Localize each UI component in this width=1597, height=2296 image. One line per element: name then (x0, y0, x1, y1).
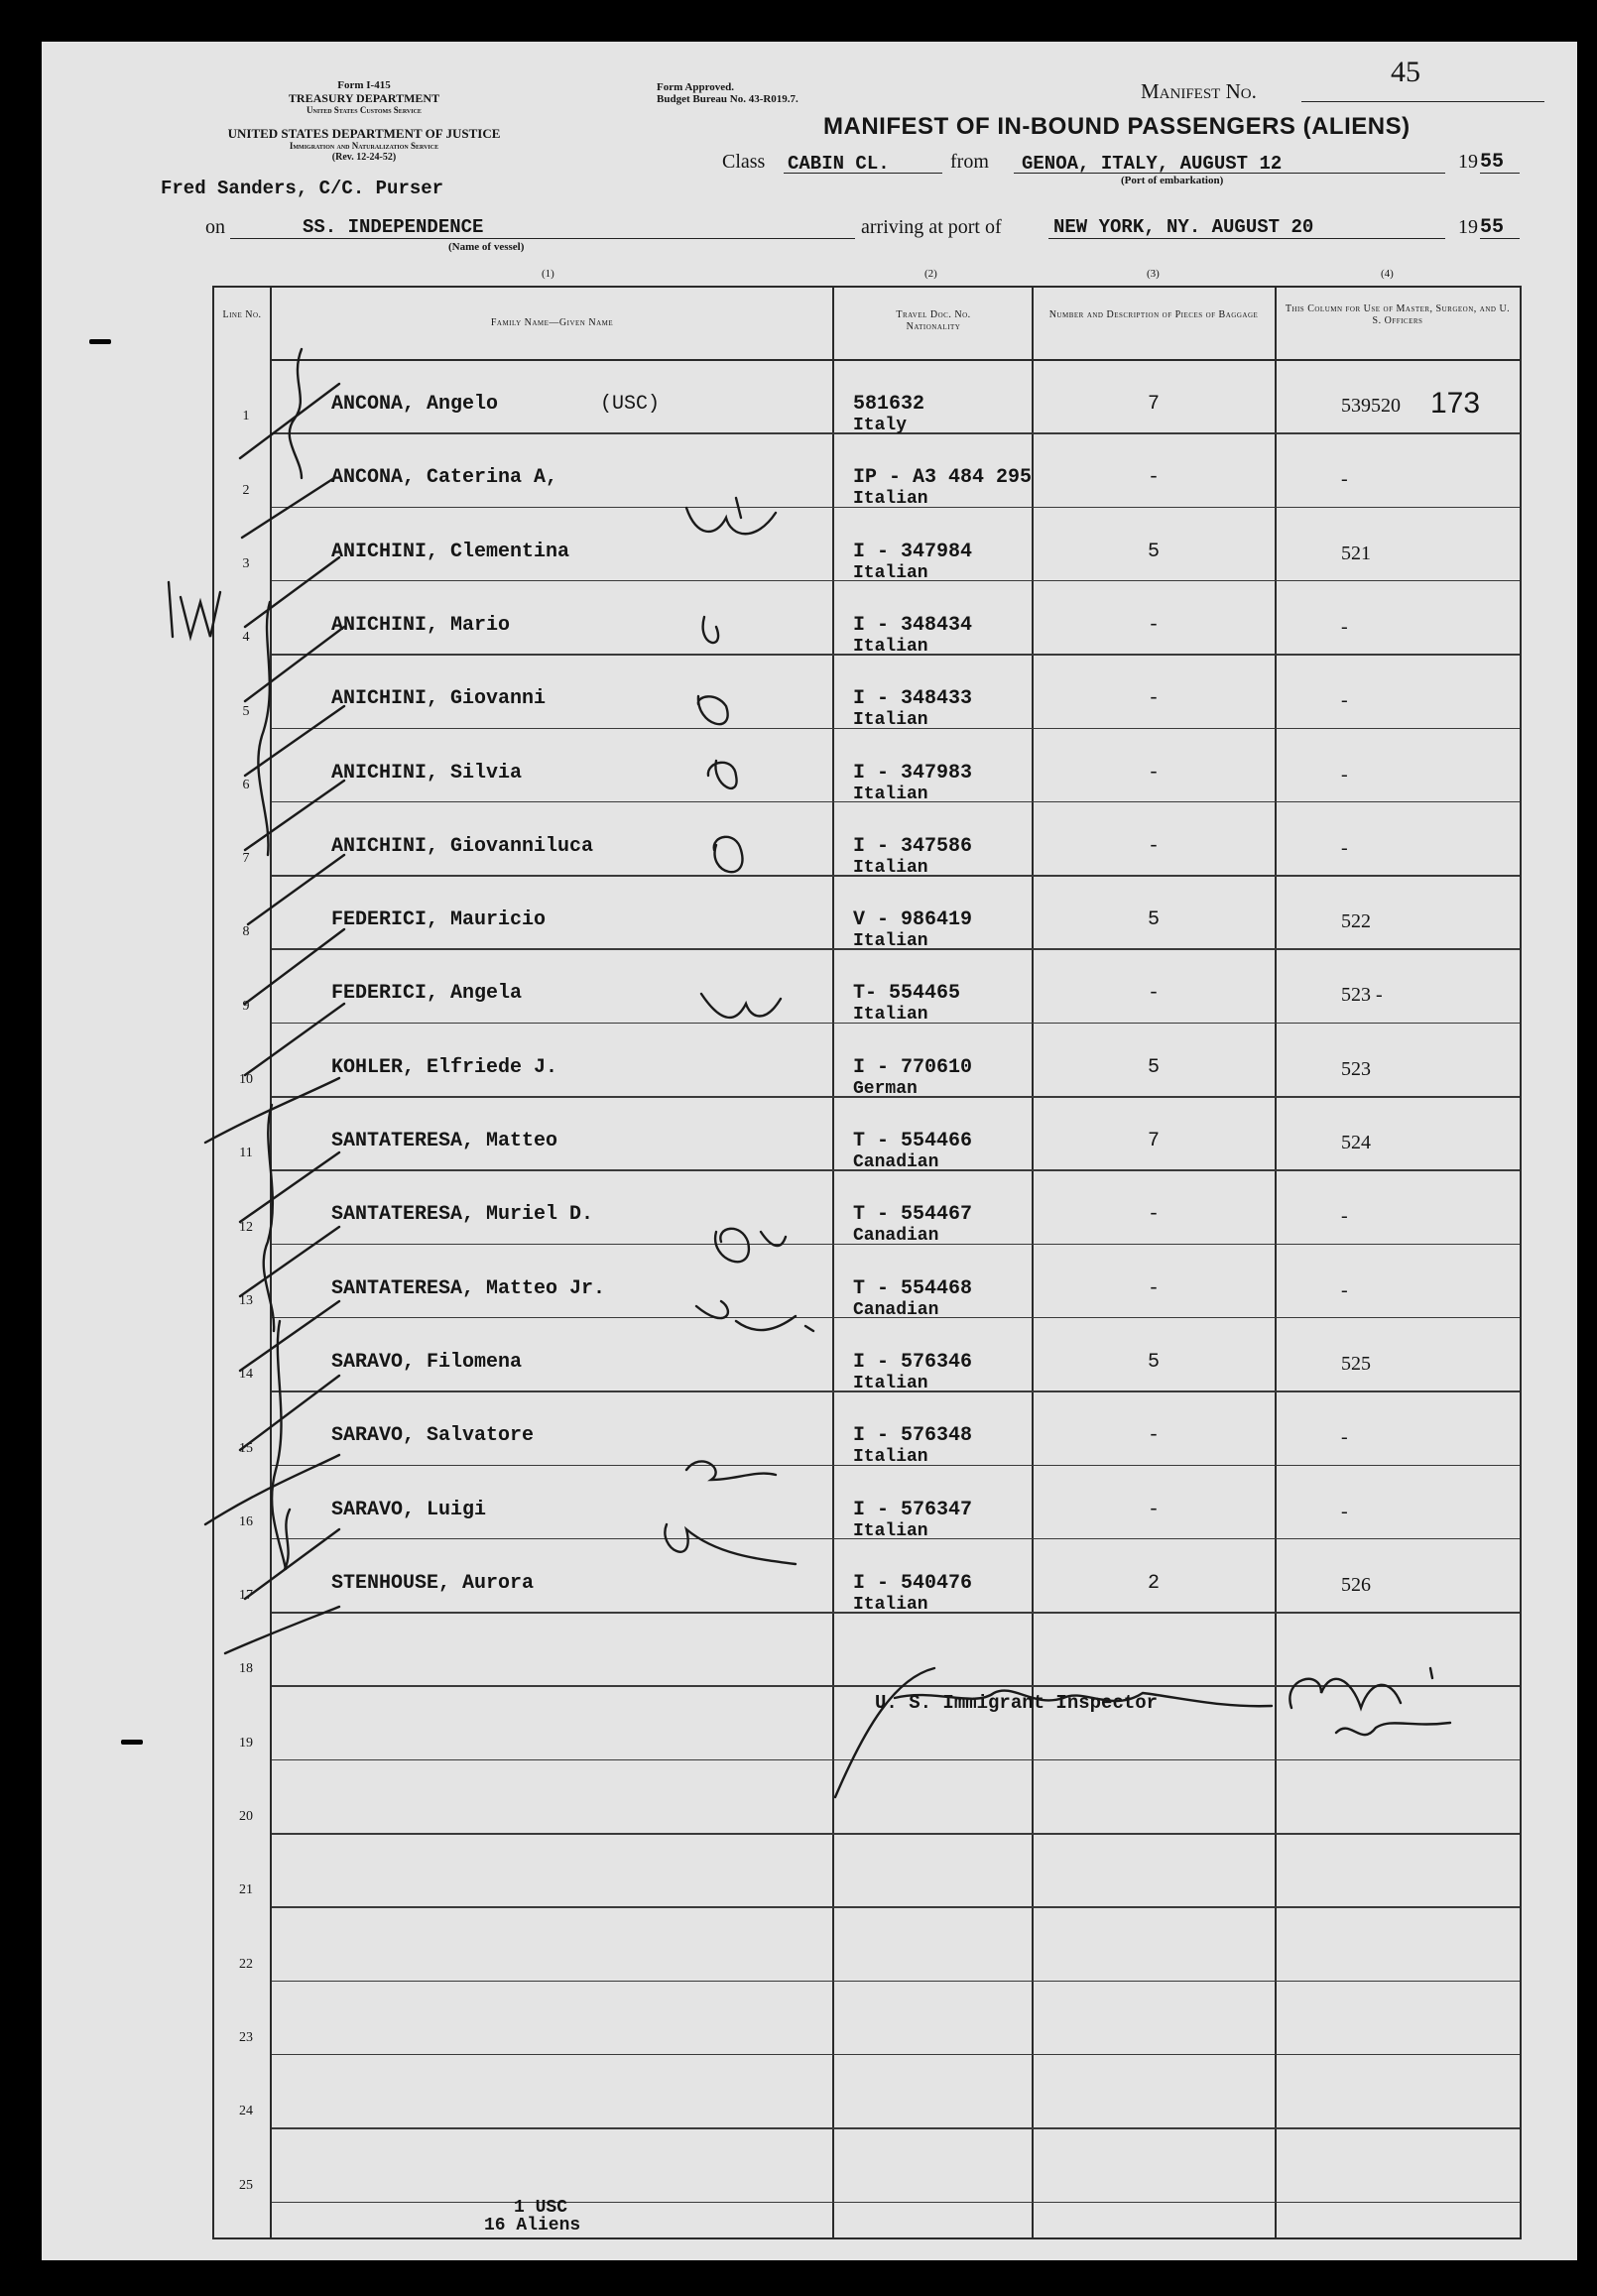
line-number: 12 (239, 1219, 253, 1235)
inspector-signature (835, 1668, 1272, 1797)
nationality: Italian (853, 857, 928, 878)
revision: (Rev. 12-24-52) (331, 152, 397, 163)
line-number: 5 (242, 703, 250, 719)
col-number-2: (2) (924, 268, 937, 280)
line-number: 20 (239, 1809, 253, 1824)
baggage-count: - (1147, 466, 1160, 490)
travel-doc-number: I - 347586 (853, 834, 973, 858)
travel-doc-number: V - 986419 (853, 908, 973, 932)
travel-doc-number: T - 554468 (853, 1276, 973, 1300)
officer-number: - (1341, 1278, 1348, 1301)
check-mark (240, 384, 339, 458)
baggage-count: - (1147, 834, 1160, 858)
baggage-count: 2 (1147, 1571, 1160, 1595)
line-number: 1 (242, 409, 250, 424)
check-mark (248, 855, 344, 924)
line-number: 11 (239, 1146, 253, 1161)
initial-mark (701, 994, 781, 1018)
line-number: 18 (239, 1661, 253, 1677)
header-nationality: Nationality (906, 321, 961, 332)
baggage-count: 7 (1147, 393, 1160, 416)
line-number: 21 (239, 1882, 253, 1898)
officer-number: - (1341, 1426, 1348, 1449)
passenger-name: ANICHINI, Silvia (331, 761, 523, 785)
check-mark (242, 478, 334, 538)
travel-doc-number: I - 576346 (853, 1350, 973, 1374)
line-number: 13 (239, 1292, 253, 1308)
purser: Fred Sanders, C/C. Purser (161, 178, 444, 199)
check-mark (245, 929, 344, 1004)
initial-mark (696, 1301, 813, 1331)
year-prefix-arrive: 19 (1458, 216, 1478, 238)
from-value: GENOA, ITALY, AUGUST 12 (1022, 153, 1283, 175)
passenger-name: FEDERICI, Angela (331, 982, 523, 1006)
col-number-1: (1) (542, 268, 554, 280)
passenger-name: SANTATERESA, Matteo (331, 1130, 558, 1152)
port-caption: (Port of embarkation) (1121, 175, 1224, 186)
citizenship-note: (USC) (600, 393, 661, 416)
budget-bureau: Budget Bureau No. 43-R019.7. (657, 93, 798, 105)
baggage-count: - (1147, 1203, 1160, 1227)
check-mark (245, 781, 344, 850)
baggage-count: - (1147, 1276, 1160, 1300)
baggage-count: - (1147, 982, 1160, 1006)
initial-mark (686, 1461, 776, 1480)
bracket-mark (258, 602, 270, 855)
check-mark (245, 1529, 339, 1599)
passenger-name: STENHOUSE, Aurora (331, 1571, 535, 1595)
travel-doc-number: I - 540476 (853, 1571, 973, 1595)
header-officers: This Column for Use of Master, Surgeon, and U. S. Officers (1285, 303, 1511, 326)
arriving-label: arriving at port of (861, 216, 1002, 238)
travel-doc-number: I - 348433 (853, 687, 973, 711)
officer-number: 539520 (1341, 395, 1401, 417)
baggage-count: 5 (1147, 1350, 1160, 1374)
col-number-3: (3) (1147, 268, 1160, 280)
nationality: Italian (853, 710, 928, 731)
baggage-count: - (1147, 613, 1160, 637)
form-number: Form I-415 (337, 79, 391, 91)
line-number: 25 (239, 2177, 253, 2193)
passenger-name: ANCONA, Caterina A, (331, 466, 558, 490)
passenger-name: SARAVO, Filomena (331, 1350, 523, 1374)
line-number: 22 (239, 1956, 253, 1972)
line-number: 3 (242, 555, 250, 571)
officer-number: - (1341, 763, 1348, 785)
class-value: CABIN CL. (788, 153, 890, 175)
page-title: MANIFEST OF IN-BOUND PASSENGERS (ALIENS) (823, 113, 1411, 140)
inspector-caption: U. S. Immigrant Inspector (875, 1692, 1159, 1714)
travel-doc-number: IP - A3 484 295 (853, 466, 1033, 490)
line-number: 9 (242, 998, 250, 1014)
vessel-name: SS. INDEPENDENCE (303, 216, 484, 238)
manifest-no-value: 45 (1391, 56, 1420, 88)
total-usc: 1 USC (514, 2198, 568, 2218)
passenger-name: ANICHINI, Clementina (331, 540, 570, 563)
travel-doc-number: 581632 (853, 393, 925, 416)
form-approved: Form Approved. (657, 81, 735, 93)
travel-doc-number: I - 576348 (853, 1424, 973, 1448)
header-baggage: Number and Description of Pieces of Baggage (1048, 309, 1259, 320)
vessel-caption: (Name of vessel) (448, 241, 525, 253)
total-aliens: 16 Aliens (484, 2216, 581, 2236)
passenger-name: SANTATERESA, Matteo Jr. (331, 1276, 606, 1300)
passenger-name: ANICHINI, Giovanniluca (331, 834, 594, 858)
nationality: Italian (853, 1520, 928, 1541)
passenger-name: SARAVO, Luigi (331, 1498, 487, 1521)
officer-number: 522 (1341, 910, 1371, 933)
check-mark (205, 1078, 339, 1143)
travel-doc-number: T - 554466 (853, 1130, 973, 1152)
officer-number: 523 - (1341, 984, 1383, 1007)
initial-mark (686, 498, 776, 534)
initial-mark (698, 696, 728, 724)
baggage-count: - (1147, 687, 1160, 711)
handwriting-marks (42, 42, 1577, 2260)
nationality: Italian (853, 1447, 928, 1468)
nationality: Italian (853, 1373, 928, 1393)
dept-justice: UNITED STATES DEPARTMENT OF JUSTICE (227, 126, 501, 141)
header-line-no: Line No. (222, 309, 262, 320)
initial-mark (703, 617, 718, 643)
baggage-count: 5 (1147, 540, 1160, 563)
initial-mark (714, 837, 743, 872)
check-mark (245, 1004, 344, 1075)
nationality: Italian (853, 636, 928, 657)
arriving-value: NEW YORK, NY. AUGUST 20 (1053, 216, 1314, 238)
check-mark (240, 1376, 339, 1450)
col-number-4: (4) (1381, 268, 1394, 280)
travel-doc-number: T- 554465 (853, 982, 961, 1006)
passenger-name: ANCONA, Angelo (331, 393, 499, 416)
baggage-count: 5 (1147, 908, 1160, 932)
officer-number: 525 (1341, 1352, 1371, 1375)
check-mark (245, 557, 339, 627)
treasury-dept: TREASURY DEPARTMENT (288, 91, 440, 105)
nationality: Italian (853, 784, 928, 804)
baggage-count: - (1147, 1424, 1160, 1448)
officer-number: 524 (1341, 1132, 1371, 1153)
nationality: Italian (853, 562, 928, 583)
passenger-name: SANTATERESA, Muriel D. (331, 1203, 594, 1227)
passenger-name: FEDERICI, Mauricio (331, 908, 547, 932)
ins-service: Immigration and Naturalization Service (289, 141, 439, 151)
officer-number: - (1341, 1205, 1348, 1228)
check-mark (225, 1607, 339, 1653)
line-number: 23 (239, 2029, 253, 2045)
nationality: Italian (853, 931, 928, 952)
check-mark (240, 1152, 339, 1222)
officer-number: - (1341, 468, 1348, 491)
line-number: 6 (242, 777, 250, 792)
bracket-mark (272, 1321, 286, 1569)
line-number: 14 (239, 1367, 253, 1383)
baggage-count: - (1147, 1498, 1160, 1521)
line-number: 7 (242, 851, 250, 867)
customs-service: United States Customs Service (307, 105, 422, 115)
officer-number: 523 (1341, 1057, 1371, 1080)
passenger-name: ANICHINI, Mario (331, 613, 511, 637)
travel-doc-number: I - 347984 (853, 540, 973, 563)
initial-mark (708, 761, 737, 788)
travel-doc-number: T - 554467 (853, 1203, 973, 1227)
nationality: German (853, 1078, 918, 1099)
check-mark (240, 1227, 339, 1296)
baggage-count: 5 (1147, 1055, 1160, 1079)
line-number: 2 (242, 482, 250, 498)
from-label: from (950, 151, 989, 173)
nationality: Italy (853, 416, 908, 435)
line-number: 16 (239, 1513, 253, 1529)
nationality: Canadian (853, 1299, 939, 1320)
officer-number: - (1341, 615, 1348, 638)
officer-number: 521 (1341, 542, 1371, 564)
nationality: Italian (853, 1594, 928, 1615)
margin-note (169, 582, 220, 637)
officer-number: - (1341, 1500, 1348, 1522)
officer-number: - (1341, 689, 1348, 712)
line-number: 17 (239, 1588, 253, 1604)
year-prefix: 19 (1458, 151, 1478, 173)
bracket-mark (285, 1510, 290, 1569)
line-number: 10 (239, 1072, 253, 1087)
baggage-count: 7 (1147, 1130, 1160, 1152)
inspector-initials (1336, 1723, 1450, 1735)
nationality: Italian (853, 1005, 928, 1026)
manifest-page (42, 42, 1577, 2260)
year-arrive: 55 (1480, 216, 1505, 239)
travel-doc-number: I - 347983 (853, 761, 973, 785)
nationality: Canadian (853, 1226, 939, 1247)
line-number: 24 (239, 2104, 253, 2119)
line-number: 4 (242, 630, 250, 646)
header-name: Family Name—Given Name (490, 317, 614, 328)
nationality: Italian (853, 489, 928, 510)
check-mark (245, 627, 344, 701)
nationality: Canadian (853, 1152, 939, 1172)
passenger-name: KOHLER, Elfriede J. (331, 1055, 558, 1079)
travel-doc-number: I - 576347 (853, 1498, 973, 1521)
manifest-no-label: Manifest No. (1141, 79, 1257, 103)
initial-mark (665, 1524, 796, 1564)
travel-doc-number: I - 770610 (853, 1055, 973, 1079)
year-embark: 55 (1480, 151, 1505, 174)
line-number: 8 (242, 924, 250, 940)
passenger-name: ANICHINI, Giovanni (331, 687, 547, 711)
line-number: 19 (239, 1735, 253, 1751)
baggage-count: - (1147, 761, 1160, 785)
officer-extra-number: 173 (1430, 387, 1481, 420)
travel-doc-number: I - 348434 (853, 613, 973, 637)
initial-mark (715, 1229, 786, 1262)
line-number: 15 (239, 1440, 253, 1456)
bracket-mark (264, 1105, 274, 1331)
officer-number: - (1341, 836, 1348, 859)
class-label: Class (722, 151, 766, 173)
passenger-name: SARAVO, Salvatore (331, 1424, 535, 1448)
officer-number: 526 (1341, 1573, 1371, 1596)
header-travel-doc: Travel Doc. No. (896, 309, 971, 320)
inspector-initials (1290, 1668, 1432, 1708)
on-label: on (205, 216, 225, 238)
check-mark (240, 1301, 339, 1371)
